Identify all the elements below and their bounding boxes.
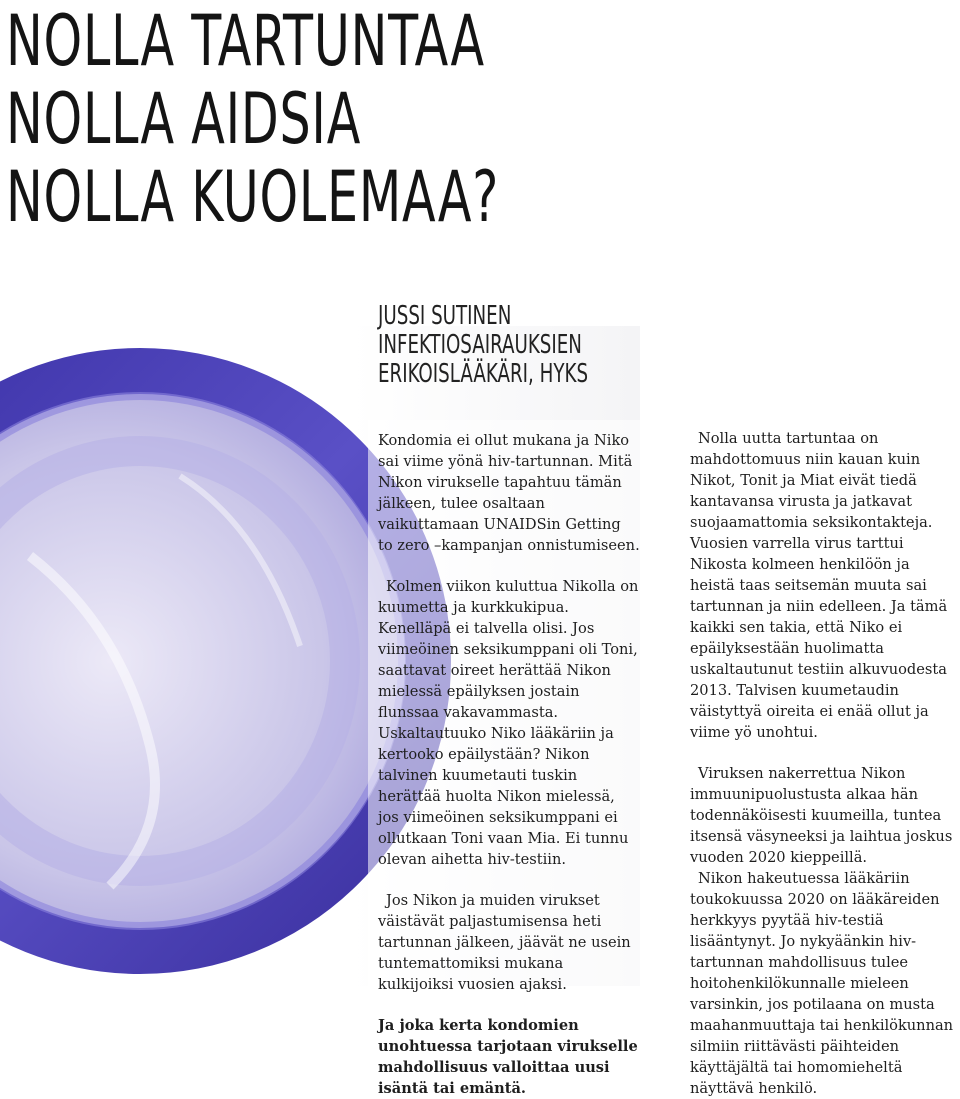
headline-line-2: NOLLA AIDSIA	[6, 78, 362, 160]
paragraph: Nolla uutta tartuntaa on mahdottomuus niin kauan kuin Nikot, Tonit ja Miat eivät tiedä kantavansa virusta ja jatkavat suojaamattomia seksikontakteja. Vuosien varrella virus tarttui Nikosta kolmeen henkilöön ja heistä taas seitsemän muuta sai tartunnan ja niin edelleen. Ja tämä kaikki sen takia, että Niko ei epäilyksestään huolimatta uskaltautunut testiin alkuvuodesta 2013. Talvisen kuumetaudin väistyttyä oireita ei enää ollut ja viime yö unohtui.	[690, 430, 948, 741]
paragraph: Kolmen viikon kuluttua Nikolla on kuumetta ja kurkkukipua. Kenelläpä ei talvella olisi. Jos viimeöinen seksikumppani oli Toni, saattavat oireet herättää Nikon mielessä epäilyksen jostain flunssaa vakavammasta. Uskaltautuuko Niko lääkäriin ja kertooko epäilystään? Nikon talvinen kuumetauti tuskin herättää huolta Nikon mielessä, jos viimeöinen seksikumppani ei ollutkaan Toni vaan Mia. Ei tunnu olevan aihetta hiv-testiin.	[378, 578, 639, 868]
headline	[6, 2, 499, 236]
closing-statement: Ja joka kerta kondomien unohtuessa tarjotaan virukselle mahdollisuus valloittaa uusi isäntä tai emäntä.	[378, 1017, 638, 1097]
paragraph: Jos Nikon ja muiden virukset väistävät paljastumisensa heti tartunnan jälkeen, jäävät ne usein tuntemattomiksi mukana kulkijoiksi vuosien ajaksi.	[378, 892, 631, 993]
headline-line-3: NOLLA KUOLEMAA?	[6, 156, 500, 238]
author-byline	[378, 302, 588, 389]
author-name: JUSSI SUTINEN	[378, 301, 512, 331]
headline-line-1: NOLLA TARTUNTAA	[6, 0, 485, 82]
author-title-line-1: INFEKTIOSAIRAUKSIEN	[378, 330, 582, 360]
paragraph: Viruksen nakerrettua Nikon immuunipuolustusta alkaa hän todennäköisesti kuumeilla, tuntea itsensä väsyneeksi ja laihtua joskus vuoden 2020 kieppeillä.	[690, 765, 953, 866]
paragraph: Nikon hakeutuessa lääkäriin toukokuussa 2020 on lääkäreiden herkkyys pyytää hiv-testiä lisääntynyt. Jo nykyäänkin hiv-tartunnan mahdollisuus tulee hoitohenkilökunnalle mieleen varsinkin, jos potilaana on musta maahanmuuttaja tai henkilökunnan silmiin riittävästi päihteiden käyttäjältä tai homomieheltä näyttävä henkilö.	[690, 870, 954, 1097]
author-title-line-2: ERIKOISLÄÄKÄRI, HYKS	[378, 359, 589, 389]
paragraph: Kondomia ei ollut mukana ja Niko sai viime yönä hiv-tartunnan. Mitä Nikon virukselle tapahtuu tämän jälkeen, tulee osaltaan vaikuttamaan UNAIDSin Getting to zero –kampanjan onnistumiseen.	[378, 432, 640, 554]
article-column-middle	[378, 430, 640, 1099]
article-column-right	[690, 428, 956, 1099]
